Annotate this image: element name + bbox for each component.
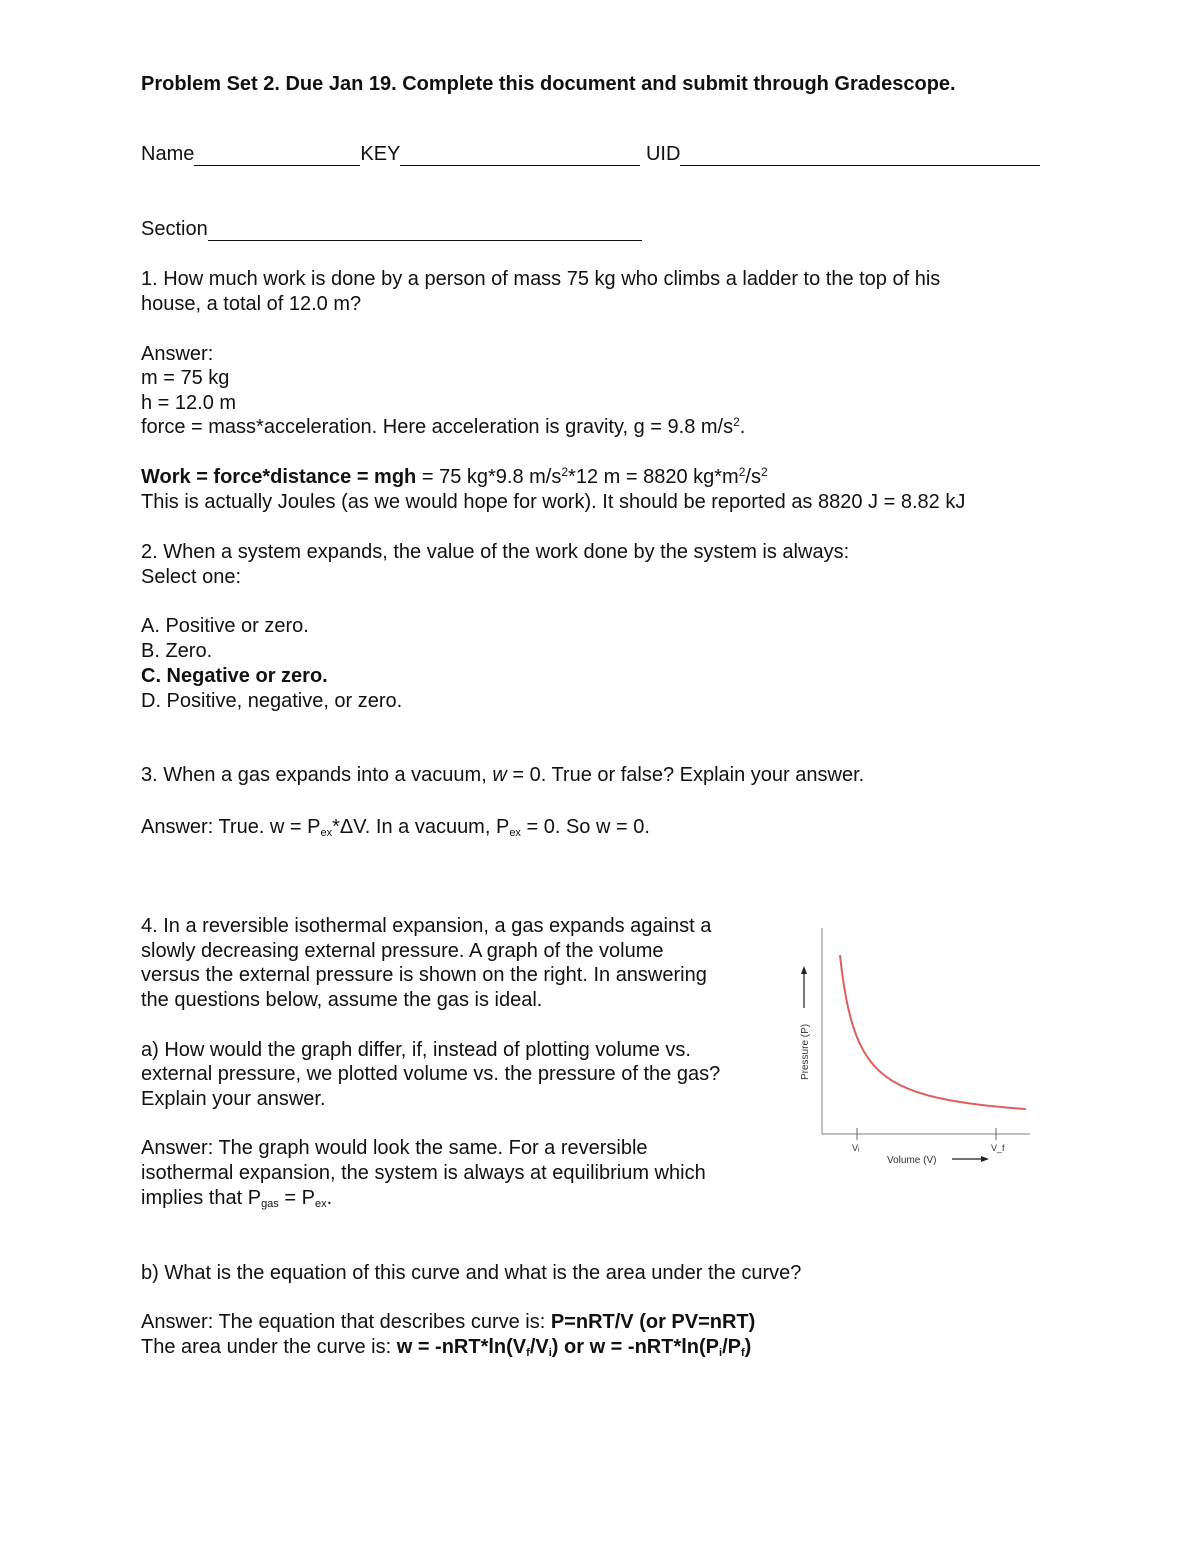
q1-answer-label: Answer: (141, 343, 214, 365)
q1-height: h = 12.0 m (141, 392, 237, 414)
name-blank-2 (400, 145, 640, 166)
name-value: KEY (360, 143, 401, 165)
isotherm-curve (840, 955, 1026, 1109)
name-label: Name (141, 143, 195, 165)
q2-option-d: D. Positive, negative, or zero. (141, 690, 403, 712)
q4a-answer-line-1: Answer: The graph would look the same. For a reversible (141, 1137, 648, 1159)
q3-answer: Answer: True. $w = P_{ex}*\Delta V$. In a vacuum, $P_{ex} = 0$. So w = 0. (141, 816, 650, 839)
tick-label-vf: V_f (991, 1143, 1005, 1153)
q4a-answer-line-3: implies that $P_{gas} = P_{ex}$. (141, 1187, 333, 1210)
q4a-line-2: external pressure, we plotted volume vs. the pressure of the gas? (141, 1063, 721, 1085)
uid-label: UID (645, 143, 681, 165)
q4b-answer-line-2: The area under the curve is: $w = -nRT*\ln(V_f/V_i)$ or $w = -nRT*\ln(P_i/P_f)$ (141, 1336, 752, 1359)
q3-question: 3. When a gas expands into a vacuum, w = 0. True or false? Explain your answer. (141, 764, 865, 786)
q1-work-line: Work = force*distance = mgh = 75 kg*9.8 $m/s^2*12$ m = 8820 $kg*m^2/s^2$ (141, 465, 768, 488)
tick-label-vi: Vᵢ (852, 1143, 860, 1153)
q4b-question: b) What is the equation of this curve and what is the area under the curve? (141, 1262, 802, 1284)
section-label: Section (141, 218, 208, 240)
y-axis-arrow-head (801, 966, 807, 974)
q4-line-1: 4. In a reversible isothermal expansion, a gas expands against a (141, 915, 712, 937)
q4-line-4: the questions below, assume the gas is ideal. (141, 989, 543, 1011)
uid-blank (680, 145, 1040, 166)
q2-option-b: B. Zero. (141, 640, 213, 662)
page-title: Problem Set 2. Due Jan 19. Complete this document and submit through Gradescope. (141, 73, 956, 95)
q4a-line-1: a) How would the graph differ, if, instead of plotting volume vs. (141, 1039, 691, 1061)
q1-mass: m = 75 kg (141, 367, 230, 389)
q2-question: 2. When a system expands, the value of the work done by the system is always: (141, 541, 850, 563)
section-line (141, 217, 642, 241)
x-axis-arrow-head (981, 1156, 989, 1162)
q1-question-line1: 1. How much work is done by a person of mass 75 kg who climbs a ladder to the top of his (141, 268, 941, 290)
section-blank (208, 220, 642, 241)
q4a-answer-line-2: isothermal expansion, the system is always at equilibrium which (141, 1162, 706, 1184)
isotherm-graph (790, 920, 1040, 1180)
q2-option-a: A. Positive or zero. (141, 615, 309, 637)
y-axis-label: Pressure (P) (800, 1023, 811, 1080)
x-axis-label: Volume (V) (887, 1155, 937, 1166)
q4b-answer-line-1: Answer: The equation that describes curve is: P=nRT/V (or PV=nRT) (141, 1311, 756, 1333)
q2-option-c-correct: C. Negative or zero. (141, 665, 328, 687)
q4-line-2: slowly decreasing external pressure. A graph of the volume (141, 940, 664, 962)
q1-joules-line: This is actually Joules (as we would hope for work). It should be reported as 8820 J = 8.82 kJ (141, 491, 966, 513)
name-uid-line (141, 142, 1040, 166)
q1-force-line: force = mass*acceleration. Here acceleration is gravity, g = 9.8 $m/s^2$. (141, 415, 746, 438)
q4-line-3: versus the external pressure is shown on the right. In answering (141, 964, 707, 986)
q2-select: Select one: (141, 566, 242, 588)
name-blank-1 (194, 145, 360, 166)
q1-question-line2: house, a total of 12.0 m? (141, 293, 362, 315)
q4a-line-3: Explain your answer. (141, 1088, 326, 1110)
